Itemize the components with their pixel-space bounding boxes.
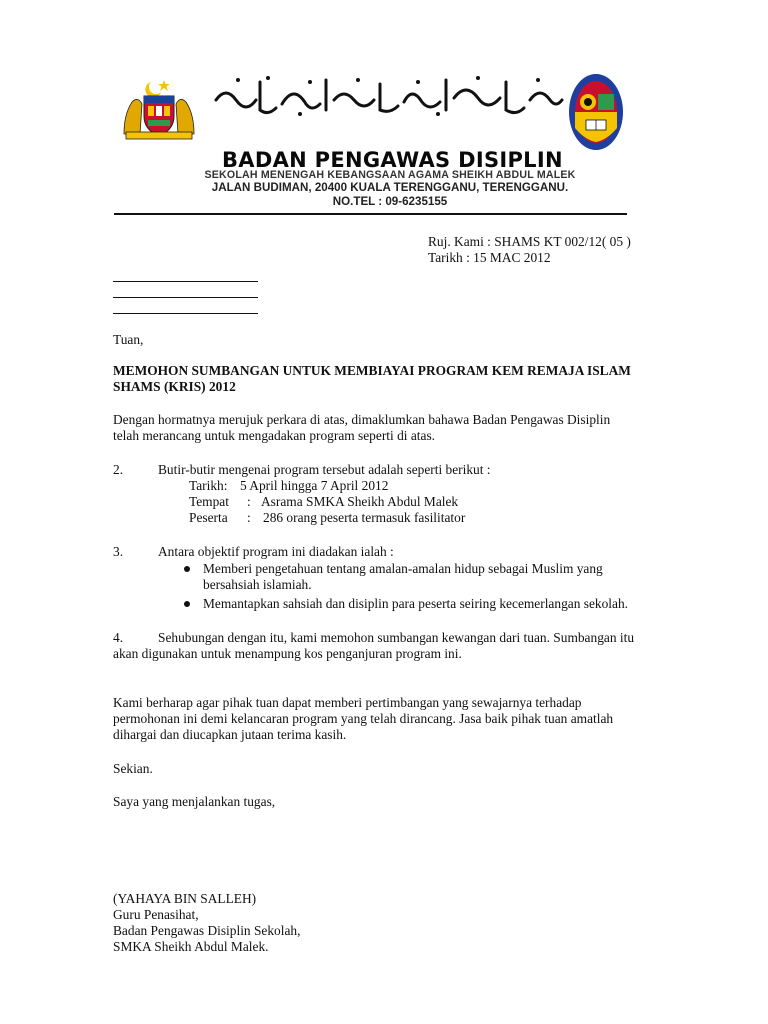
- section-3-number: 3.: [113, 544, 124, 559]
- bullet-icon: [184, 566, 190, 572]
- subject-line-2: SHAMS (KRIS) 2012: [113, 379, 236, 394]
- letterhead-divider: [114, 213, 627, 215]
- detail-label-tarikh: Tarikh:: [189, 478, 228, 493]
- section-4-line-1: Sehubungan dengan itu, kami memohon sumbangan kewangan dari tuan. Sumbangan itu: [158, 630, 635, 645]
- objective-2-line-1: Memantapkan sahsiah dan disiplin para peserta seiring kecemerlangan sekolah.: [203, 596, 629, 611]
- detail-value-peserta: 286 orang peserta termasuk fasilitator: [263, 510, 466, 525]
- detail-colon-tempat: :: [247, 494, 251, 509]
- detail-value-tempat: Asrama SMKA Sheikh Abdul Malek: [261, 494, 459, 509]
- signoff-text: Saya yang menjalankan tugas,: [113, 794, 276, 809]
- detail-label-tempat: Tempat: [189, 494, 229, 509]
- section-3-heading: Antara objektif program ini diadakan ialah :: [158, 544, 394, 559]
- section-2-heading: Butir-butir mengenai program tersebut adalah seperti berikut :: [158, 462, 491, 477]
- letter-date: Tarikh : 15 MAC 2012: [428, 250, 551, 265]
- closing-line-2: permohonan ini demi kelancaran program yang telah dirancang. Jasa baik pihak tuan amatlah: [113, 711, 614, 726]
- objective-1-line-2: bersahsiah islamiah.: [203, 577, 312, 592]
- objective-1-line-1: Memberi pengetahuan tentang amalan-amalan hidup sebagai Muslim yang: [203, 561, 603, 576]
- recipient-blank-line: [113, 297, 258, 298]
- intro-line-1: Dengan hormatnya merujuk perkara di atas, dimaklumkan bahawa Badan Pengawas Disiplin: [113, 412, 611, 427]
- subject-line-1: MEMOHON SUMBANGAN UNTUK MEMBIAYAI PROGRAM KEM REMAJA ISLAM: [113, 363, 631, 378]
- section-4-line-2: akan digunakan untuk menampung kos penganjuran program ini.: [113, 646, 462, 661]
- recipient-blank-line: [113, 281, 258, 282]
- detail-label-peserta: Peserta: [189, 510, 228, 525]
- salutation: Tuan,: [113, 332, 144, 347]
- section-4-number: 4.: [113, 630, 124, 645]
- bullet-icon: [184, 601, 190, 607]
- arabic-calligraphy-school-name: [208, 70, 568, 120]
- section-2-number: 2.: [113, 462, 124, 477]
- intro-line-2: telah merancang untuk mengadakan program seperti di atas.: [113, 428, 435, 443]
- detail-colon-peserta: :: [247, 510, 251, 525]
- closing-line-3: dihargai dan diucapkan jutaan terima kasih.: [113, 727, 347, 742]
- letterhead-address: JALAN BUDIMAN, 20400 KUALA TERENGGANU, TERENGGANU.: [211, 181, 569, 194]
- signatory-organisation: Badan Pengawas Disiplin Sekolah,: [113, 923, 301, 938]
- letterhead-phone: NO.TEL : 09-6235155: [332, 195, 448, 208]
- closing-line-1: Kami berharap agar pihak tuan dapat memberi pertimbangan yang sewajarnya terhadap: [113, 695, 582, 710]
- letterhead-school-name: SEKOLAH MENENGAH KEBANGSAAN AGAMA SHEIKH ABDUL MALEK: [204, 169, 576, 181]
- recipient-blank-line: [113, 313, 258, 314]
- signatory-school: SMKA Sheikh Abdul Malek.: [113, 939, 269, 954]
- reference-number: Ruj. Kami : SHAMS KT 002/12( 05 ): [428, 234, 631, 249]
- letterhead-title: BADAN PENGAWAS DISIPLIN: [222, 148, 563, 172]
- detail-value-tarikh: 5 April hingga 7 April 2012: [240, 478, 389, 493]
- malaysia-coat-of-arms-logo: [118, 76, 200, 142]
- school-badge-logo: [568, 72, 624, 152]
- sekian-text: Sekian.: [113, 761, 153, 776]
- signatory-role: Guru Penasihat,: [113, 907, 199, 922]
- signatory-name: (YAHAYA BIN SALLEH): [113, 891, 257, 906]
